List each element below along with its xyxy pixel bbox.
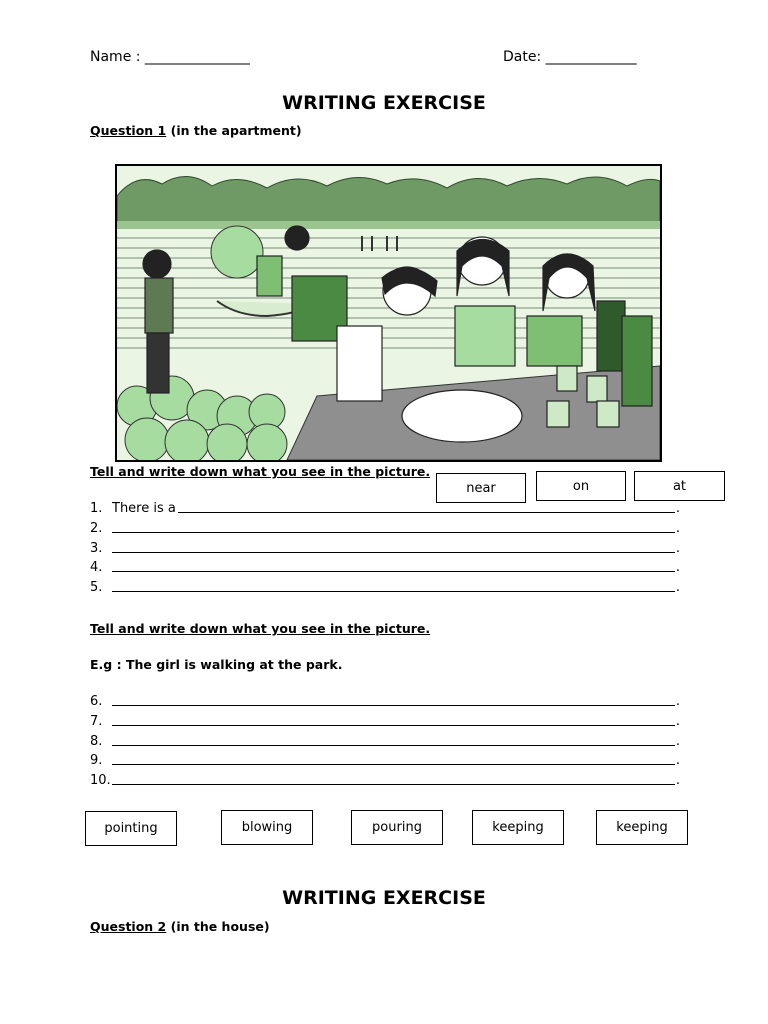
answer-line[interactable]: 1. There is a .: [90, 501, 680, 516]
blank-line[interactable]: [112, 772, 675, 785]
question-2-heading: [90, 919, 270, 934]
question-2-label: Question 2: [90, 919, 167, 934]
word-box-pouring: pouring: [351, 810, 443, 845]
answer-line[interactable]: 7. .: [90, 714, 680, 729]
blank-line[interactable]: [112, 520, 675, 533]
word-box-blowing: blowing: [221, 810, 313, 845]
blank-line[interactable]: [178, 500, 675, 513]
worksheet-title: WRITING EXERCISE: [282, 92, 486, 114]
scene-picture: [115, 164, 662, 462]
word-box-keeping-2: keeping: [596, 810, 688, 845]
word-box-on: on: [536, 471, 626, 501]
answer-line[interactable]: 10. .: [90, 773, 680, 788]
word-box-at: at: [634, 471, 725, 501]
blank-line[interactable]: [112, 540, 675, 553]
answer-line[interactable]: 5. .: [90, 580, 680, 595]
name-field-label: Name : _______________: [90, 49, 250, 65]
answer-line[interactable]: 4. .: [90, 560, 680, 575]
blank-line[interactable]: [112, 579, 675, 592]
instruction-1: Tell and write down what you see in the picture.: [90, 464, 431, 479]
example-sentence: E.g : The girl is walking at the park.: [90, 657, 343, 672]
blank-line[interactable]: [112, 752, 675, 765]
word-box-pointing: pointing: [85, 811, 177, 846]
answer-line[interactable]: 9. .: [90, 753, 680, 768]
answer-line[interactable]: 2. .: [90, 521, 680, 536]
blank-line[interactable]: [112, 713, 675, 726]
instruction-2: Tell and write down what you see in the picture.: [90, 621, 431, 636]
blank-line[interactable]: [112, 733, 675, 746]
word-box-near: near: [436, 473, 526, 503]
blank-line[interactable]: [112, 559, 675, 572]
answer-line[interactable]: 6. .: [90, 694, 680, 709]
word-box-keeping: keeping: [472, 810, 564, 845]
answer-line[interactable]: 8. .: [90, 734, 680, 749]
question-1-label: Question 1: [90, 123, 167, 138]
question-2-context: (in the house): [170, 919, 270, 934]
date-field-label: Date: _____________: [503, 49, 637, 65]
picnic-scene-illustration: [117, 166, 660, 460]
question-1-context: (in the apartment): [170, 123, 302, 138]
answer-line[interactable]: 3. .: [90, 541, 680, 556]
question-1-heading: [90, 123, 302, 138]
blank-line[interactable]: [112, 693, 675, 706]
worksheet-title-2: WRITING EXERCISE: [282, 887, 486, 909]
